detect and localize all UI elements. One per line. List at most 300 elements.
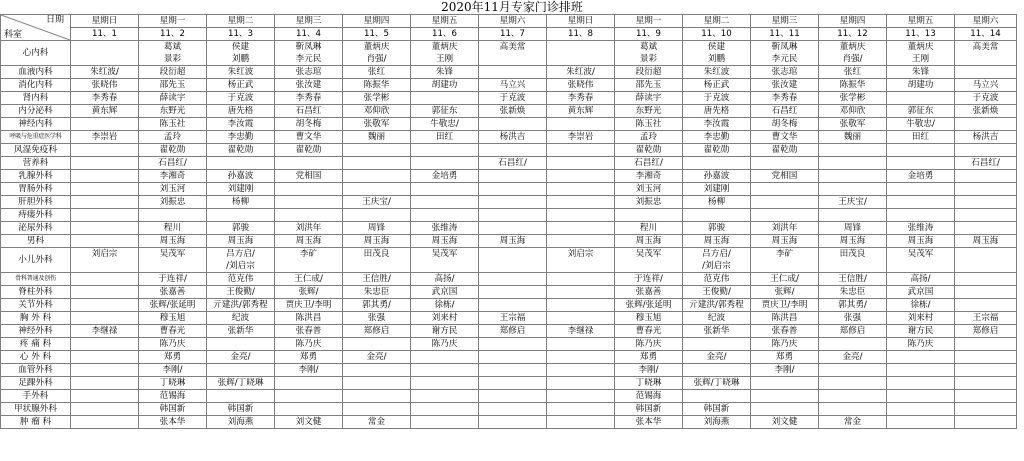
doctor-cell: 丁晓琳	[139, 377, 207, 390]
page-title: 2020年11月专家门诊排班	[441, 0, 583, 14]
doctor-cell	[479, 390, 547, 403]
doctor-cell: 张学彬	[819, 92, 887, 105]
doctor-cell: 张春普	[275, 325, 343, 338]
doctor-cell: 唐先格	[683, 105, 751, 118]
doctor-cell: /刘启宗	[683, 260, 751, 273]
doctor-cell	[955, 416, 1017, 429]
doctor-cell: 马立兴	[479, 79, 547, 92]
doctor-cell: 周玉海	[139, 235, 207, 248]
doctor-cell	[547, 377, 615, 390]
doctor-cell: 范锡海	[615, 390, 683, 403]
department-name: 风湿免疫科	[1, 144, 71, 157]
schedule-row	[1, 351, 1017, 364]
doctor-cell: 陈玉社	[615, 118, 683, 131]
doctor-cell: 张维涛	[411, 222, 479, 235]
doctor-cell: 丁晓琳	[615, 377, 683, 390]
doctor-cell: 王仁成/	[751, 273, 819, 286]
doctor-cell: 田红	[411, 131, 479, 144]
doctor-cell: 张汝建	[275, 79, 343, 92]
doctor-cell: 景彩	[615, 53, 683, 66]
doctor-cell: 张辉/丁晓琳	[207, 377, 275, 390]
doctor-cell	[751, 260, 819, 273]
doctor-cell	[275, 183, 343, 196]
doctor-cell	[411, 377, 479, 390]
doctor-cell: 于连祥/	[615, 273, 683, 286]
doctor-cell: 常金	[819, 416, 887, 429]
doctor-cell	[955, 66, 1017, 79]
doctor-cell	[207, 390, 275, 403]
doctor-cell: 王庆宝/	[343, 196, 411, 209]
doctor-cell	[819, 377, 887, 390]
doctor-cell	[479, 416, 547, 429]
doctor-cell	[343, 157, 411, 170]
doctor-cell	[955, 351, 1017, 364]
schedule-row	[1, 312, 1017, 325]
doctor-cell	[71, 260, 139, 273]
doctor-cell	[275, 157, 343, 170]
doctor-cell	[547, 286, 615, 299]
doctor-cell	[479, 364, 547, 377]
doctor-cell	[955, 144, 1017, 157]
doctor-cell	[751, 390, 819, 403]
department-name: 泌尿外科	[1, 222, 71, 235]
doctor-cell: 陈乃庆	[751, 338, 819, 351]
header-date-row	[1, 28, 1017, 41]
schedule-row	[1, 286, 1017, 299]
doctor-cell: 金亮/	[819, 351, 887, 364]
doctor-cell: 张敬军	[343, 118, 411, 131]
doctor-cell: 刘玉河	[139, 183, 207, 196]
doctor-cell: 杨正武	[683, 79, 751, 92]
doctor-cell	[411, 260, 479, 273]
doctor-cell: 王宗福	[955, 312, 1017, 325]
date-header: 11、8	[547, 28, 615, 41]
date-header: 11、4	[275, 28, 343, 41]
doctor-cell: 郑修启	[955, 325, 1017, 338]
doctor-cell: 张辉/张延明	[139, 299, 207, 312]
doctor-cell	[479, 260, 547, 273]
doctor-cell: 李矿	[751, 248, 819, 261]
doctor-cell: 刘洪年	[275, 222, 343, 235]
doctor-cell: 李刚/	[139, 364, 207, 377]
doctor-cell	[615, 260, 683, 273]
doctor-cell: 朱锋	[411, 66, 479, 79]
doctor-cell: 唐先格	[207, 105, 275, 118]
doctor-cell: 武京国	[411, 286, 479, 299]
doctor-cell: 薛读宇	[139, 92, 207, 105]
department-name: 足踝外科	[1, 377, 71, 390]
department-name: 小儿外科	[1, 248, 71, 273]
schedule-row	[1, 299, 1017, 312]
doctor-cell: 张志琯	[751, 66, 819, 79]
doctor-cell: 翟乾勋	[207, 144, 275, 157]
doctor-cell: 金亮/	[683, 351, 751, 364]
doctor-cell: 孙嘉波	[683, 170, 751, 183]
doctor-cell: 曹文华	[751, 131, 819, 144]
doctor-cell	[887, 144, 955, 157]
doctor-cell: 谢方民	[887, 325, 955, 338]
doctor-cell: 牛敬忠/	[887, 118, 955, 131]
doctor-cell: 陈乃庆	[615, 338, 683, 351]
doctor-cell	[751, 209, 819, 222]
weekday-header: 星期五	[887, 15, 955, 28]
doctor-cell	[751, 183, 819, 196]
doctor-cell	[207, 338, 275, 351]
schedule-row	[1, 260, 1017, 273]
doctor-cell: 周玉海	[955, 235, 1017, 248]
doctor-cell: 陈乃庆	[411, 338, 479, 351]
doctor-cell	[71, 377, 139, 390]
doctor-cell: 徐栋/	[887, 299, 955, 312]
doctor-cell: 吴茂军	[139, 248, 207, 261]
doctor-cell	[343, 364, 411, 377]
doctor-cell	[887, 92, 955, 105]
schedule-row	[1, 325, 1017, 338]
department-name: 内分泌科	[1, 105, 71, 118]
doctor-cell: 李元民	[751, 53, 819, 66]
doctor-cell	[275, 196, 343, 209]
doctor-cell: 王俊勤/	[207, 286, 275, 299]
doctor-cell: 刘来村	[411, 312, 479, 325]
doctor-cell	[71, 390, 139, 403]
doctor-cell	[71, 41, 139, 54]
doctor-cell	[411, 157, 479, 170]
department-name: 神经外科	[1, 325, 71, 338]
schedule-row	[1, 273, 1017, 286]
weekday-header: 星期四	[343, 15, 411, 28]
doctor-cell: 武京国	[887, 286, 955, 299]
schedule-row	[1, 170, 1017, 183]
doctor-cell	[547, 196, 615, 209]
schedule-row	[1, 41, 1017, 54]
doctor-cell: 张辉/丁晓琳	[683, 377, 751, 390]
doctor-cell: 徐栋/	[411, 299, 479, 312]
doctor-cell: 郑修启	[819, 325, 887, 338]
doctor-cell: 范锡海	[139, 390, 207, 403]
weekday-header: 星期一	[139, 15, 207, 28]
doctor-cell: 吕方启/	[683, 248, 751, 261]
doctor-cell	[71, 53, 139, 66]
header-corner	[1, 15, 71, 41]
date-header: 11、7	[479, 28, 547, 41]
schedule-row	[1, 66, 1017, 79]
weekday-header: 星期一	[615, 15, 683, 28]
doctor-cell: 李湘奇	[615, 170, 683, 183]
doctor-cell	[547, 351, 615, 364]
doctor-cell	[887, 351, 955, 364]
doctor-cell: 景彩	[139, 53, 207, 66]
doctor-cell	[71, 235, 139, 248]
department-name: 肿 瘤 科	[1, 416, 71, 429]
schedule-row	[1, 377, 1017, 390]
doctor-cell: 李秀春	[275, 92, 343, 105]
doctor-cell	[71, 157, 139, 170]
doctor-cell	[955, 273, 1017, 286]
doctor-cell	[479, 170, 547, 183]
doctor-cell	[955, 403, 1017, 416]
doctor-cell: 贾庆卫/李明	[275, 299, 343, 312]
doctor-cell: 董炳庆	[887, 41, 955, 54]
doctor-cell	[819, 260, 887, 273]
doctor-cell: 周玉海	[275, 235, 343, 248]
schedule-row	[1, 235, 1017, 248]
schedule-row	[1, 144, 1017, 157]
doctor-cell	[71, 118, 139, 131]
doctor-cell: 李刚/	[751, 364, 819, 377]
doctor-cell	[547, 403, 615, 416]
doctor-cell: 李刚/	[615, 364, 683, 377]
doctor-cell	[955, 364, 1017, 377]
doctor-cell: 侯建	[683, 41, 751, 54]
doctor-cell: 贾庆卫/李明	[751, 299, 819, 312]
doctor-cell	[547, 299, 615, 312]
department-name: 消化内科	[1, 79, 71, 92]
doctor-cell: 翟乾勋	[615, 144, 683, 157]
doctor-cell: 陈乃庆	[887, 338, 955, 351]
doctor-cell: 周玉海	[411, 235, 479, 248]
doctor-cell: 金培勇	[887, 170, 955, 183]
schedule-row	[1, 209, 1017, 222]
doctor-cell: 刘鹏	[207, 53, 275, 66]
doctor-cell: 李崇岩	[547, 131, 615, 144]
doctor-cell: 田红	[887, 131, 955, 144]
doctor-cell	[479, 222, 547, 235]
doctor-cell: 于克波	[683, 92, 751, 105]
schedule-row	[1, 105, 1017, 118]
doctor-cell: 刘文健	[275, 416, 343, 429]
schedule-row	[1, 196, 1017, 209]
doctor-cell	[71, 351, 139, 364]
doctor-cell: 王俊勤/	[683, 286, 751, 299]
doctor-cell: 周锋	[343, 222, 411, 235]
department-name: 甲状腺外科	[1, 403, 71, 416]
doctor-cell	[955, 248, 1017, 261]
weekday-header: 星期五	[411, 15, 479, 28]
doctor-cell: 刘振忠	[615, 196, 683, 209]
doctor-cell: 王信胜/	[343, 273, 411, 286]
doctor-cell: 段衍超	[615, 66, 683, 79]
doctor-cell	[71, 364, 139, 377]
doctor-cell: 郭骏	[683, 222, 751, 235]
schedule-row	[1, 338, 1017, 351]
doctor-cell	[751, 196, 819, 209]
doctor-cell: 穆玉旭	[615, 312, 683, 325]
doctor-cell: 黄东辉	[547, 105, 615, 118]
doctor-cell	[547, 273, 615, 286]
doctor-cell: 靳凤琳	[275, 41, 343, 54]
doctor-cell	[411, 390, 479, 403]
date-header: 11、3	[207, 28, 275, 41]
doctor-cell	[955, 299, 1017, 312]
doctor-cell: 刘启宗	[547, 248, 615, 261]
schedule-row	[1, 92, 1017, 105]
date-header: 11、1	[71, 28, 139, 41]
doctor-cell: 张嘉善	[615, 286, 683, 299]
doctor-cell: 魏丽	[819, 131, 887, 144]
doctor-cell: 周玉海	[751, 235, 819, 248]
doctor-cell	[479, 118, 547, 131]
doctor-cell	[955, 377, 1017, 390]
doctor-cell: 邓仰欣	[819, 105, 887, 118]
doctor-cell	[955, 209, 1017, 222]
doctor-cell: 李秀春	[751, 92, 819, 105]
doctor-cell	[819, 390, 887, 403]
doctor-cell: 李元民	[275, 53, 343, 66]
doctor-cell	[547, 222, 615, 235]
doctor-cell	[479, 144, 547, 157]
doctor-cell: 韩国新	[139, 403, 207, 416]
doctor-cell	[479, 196, 547, 209]
doctor-cell	[343, 260, 411, 273]
doctor-cell: 刘海燕	[207, 416, 275, 429]
doctor-cell: 郑修启	[343, 325, 411, 338]
doctor-cell: 胡建功	[887, 79, 955, 92]
doctor-cell: 翟乾勋	[139, 144, 207, 157]
doctor-cell	[955, 338, 1017, 351]
doctor-cell: 刘启宗	[71, 248, 139, 261]
doctor-cell	[955, 390, 1017, 403]
date-header: 11、9	[615, 28, 683, 41]
doctor-cell	[547, 170, 615, 183]
doctor-cell	[479, 273, 547, 286]
doctor-cell: 翟乾勋	[751, 144, 819, 157]
doctor-cell: 周玉海	[819, 235, 887, 248]
doctor-cell: 张晓伟	[71, 79, 139, 92]
doctor-cell	[955, 260, 1017, 273]
doctor-cell	[275, 403, 343, 416]
doctor-cell: 张汝建	[751, 79, 819, 92]
doctor-cell: 金亮/	[207, 351, 275, 364]
doctor-cell: 石昌红/	[955, 157, 1017, 170]
date-header: 11、13	[887, 28, 955, 41]
doctor-cell: 王仁成/	[275, 273, 343, 286]
doctor-cell: 陈洪昌	[275, 312, 343, 325]
schedule-row	[1, 53, 1017, 66]
doctor-cell: 吴茂军	[887, 248, 955, 261]
doctor-cell: 葛斌	[615, 41, 683, 54]
doctor-cell: 郭其勇/	[819, 299, 887, 312]
doctor-cell: 周玉海	[479, 235, 547, 248]
doctor-cell: 杨洪吉	[479, 131, 547, 144]
date-header: 11、2	[139, 28, 207, 41]
doctor-cell	[207, 209, 275, 222]
doctor-cell: 胡建功	[411, 79, 479, 92]
doctor-cell	[139, 209, 207, 222]
doctor-cell: 陈玉社	[139, 118, 207, 131]
doctor-cell	[343, 390, 411, 403]
doctor-cell	[955, 286, 1017, 299]
doctor-cell	[819, 157, 887, 170]
doctor-cell: 翟乾勋	[683, 144, 751, 157]
doctor-cell	[887, 157, 955, 170]
doctor-cell: 亓建洪/郭秀程	[683, 299, 751, 312]
doctor-cell: 牛敬忠/	[411, 118, 479, 131]
doctor-cell: 李秀春	[547, 92, 615, 105]
doctor-cell: 陈乃庆	[275, 338, 343, 351]
doctor-cell: 周玉海	[207, 235, 275, 248]
doctor-cell: 段衍超	[139, 66, 207, 79]
date-header: 11、11	[751, 28, 819, 41]
doctor-cell: 张维涛	[887, 222, 955, 235]
doctor-cell	[479, 351, 547, 364]
doctor-cell: 石昌红	[275, 105, 343, 118]
doctor-cell: 东野光	[615, 105, 683, 118]
schedule-row	[1, 403, 1017, 416]
doctor-cell	[411, 144, 479, 157]
doctor-cell: 郑勇	[615, 351, 683, 364]
doctor-cell: 周玉海	[683, 235, 751, 248]
doctor-cell: 肖强/	[343, 53, 411, 66]
doctor-cell: 刘鹏	[683, 53, 751, 66]
doctor-cell: 曹春光	[139, 325, 207, 338]
schedule-row	[1, 364, 1017, 377]
doctor-cell	[343, 403, 411, 416]
doctor-cell: 靳凤琳	[751, 41, 819, 54]
doctor-cell	[955, 183, 1017, 196]
doctor-cell: 刘海燕	[683, 416, 751, 429]
schedule-row	[1, 157, 1017, 170]
doctor-cell	[819, 209, 887, 222]
schedule-row	[1, 183, 1017, 196]
doctor-cell	[411, 183, 479, 196]
doctor-cell: 郭征东	[887, 105, 955, 118]
doctor-cell: 周玉海	[343, 235, 411, 248]
doctor-cell: 张强	[819, 312, 887, 325]
date-header: 11、10	[683, 28, 751, 41]
doctor-cell	[71, 416, 139, 429]
doctor-cell	[71, 403, 139, 416]
doctor-cell	[139, 260, 207, 273]
doctor-cell	[71, 273, 139, 286]
doctor-cell	[955, 196, 1017, 209]
doctor-cell	[343, 144, 411, 157]
doctor-cell: 孟玲	[139, 131, 207, 144]
doctor-cell: 周锋	[819, 222, 887, 235]
weekday-header: 星期二	[683, 15, 751, 28]
weekday-header: 星期三	[751, 15, 819, 28]
doctor-cell: 郑勇	[139, 351, 207, 364]
doctor-cell: 刘文健	[751, 416, 819, 429]
doctor-cell	[343, 377, 411, 390]
doctor-cell	[547, 235, 615, 248]
doctor-cell: 李秀春	[71, 92, 139, 105]
doctor-cell: 李汝霞	[683, 118, 751, 131]
doctor-cell: 杨正武	[207, 79, 275, 92]
doctor-cell	[683, 209, 751, 222]
doctor-cell	[887, 403, 955, 416]
doctor-cell: 魏丽	[343, 131, 411, 144]
doctor-cell	[411, 209, 479, 222]
doctor-cell: 韩国新	[615, 403, 683, 416]
doctor-cell: 党相国	[275, 170, 343, 183]
weekday-header: 星期日	[71, 15, 139, 28]
department-name: 胸 外 科	[1, 312, 71, 325]
doctor-cell	[343, 338, 411, 351]
doctor-cell	[479, 66, 547, 79]
doctor-cell: 张春普	[751, 325, 819, 338]
doctor-cell	[547, 416, 615, 429]
doctor-cell	[479, 403, 547, 416]
doctor-cell: 王刚	[411, 53, 479, 66]
doctor-cell	[955, 53, 1017, 66]
doctor-cell: 张新焕	[955, 105, 1017, 118]
doctor-cell	[819, 170, 887, 183]
doctor-cell: 王庆宝/	[819, 196, 887, 209]
doctor-cell	[955, 170, 1017, 183]
doctor-cell: 黄东辉	[71, 105, 139, 118]
doctor-cell	[683, 338, 751, 351]
doctor-cell: 邓仰欣	[343, 105, 411, 118]
